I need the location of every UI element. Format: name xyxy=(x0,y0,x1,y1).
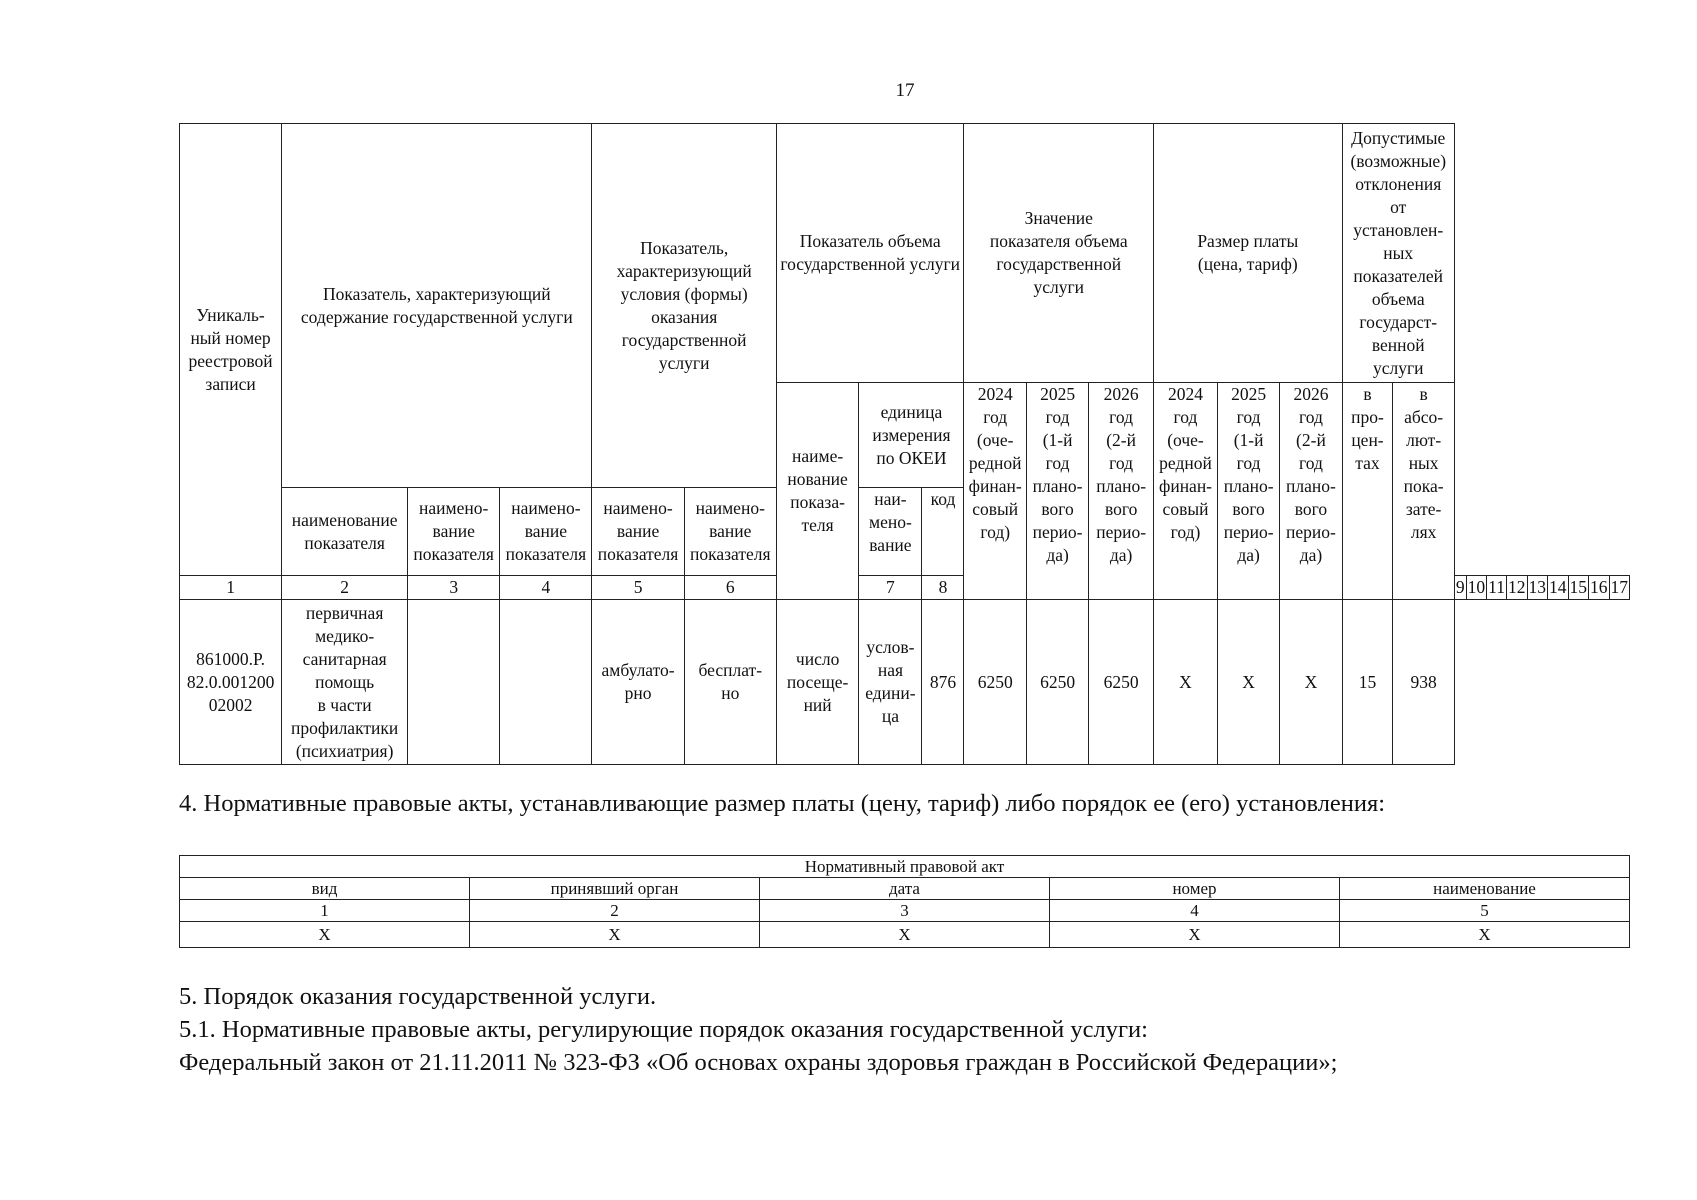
column-number: 11 xyxy=(1487,576,1507,600)
page-number: 17 xyxy=(895,80,915,101)
table-row xyxy=(180,600,1630,765)
header-indicator-name-6: наимено- вание показателя xyxy=(684,488,776,576)
normative-acts-table xyxy=(179,855,1630,948)
header-deviation-absolute: в абсо- лют- ных пока- зате- лях xyxy=(1393,383,1455,600)
cell-value-2025: 6250 xyxy=(1026,600,1088,765)
header-indicator-name-3: наимено- вание показателя xyxy=(408,488,500,576)
acts-table-title: Нормативный правовой акт xyxy=(180,856,1630,878)
cell-payment-type: бесплат- но xyxy=(684,600,776,765)
table-row xyxy=(180,922,1630,948)
state-service-volume-table xyxy=(179,123,1630,765)
acts-column-date: дата xyxy=(760,878,1050,900)
header-unique-number: Уникаль- ный номер реестровой записи xyxy=(180,124,282,576)
header-value-2024: 2024 год (оче- редной финан- совый год) xyxy=(964,383,1026,600)
cell-service-form: амбулато- рно xyxy=(592,600,684,765)
column-number: 4 xyxy=(500,576,592,600)
header-okei-unit: единица измерения по ОКЕИ xyxy=(859,383,964,488)
column-number: 14 xyxy=(1548,576,1569,600)
cell-content-indicator: первичная медико- санитарная помощь в части профилактики (психиатрия) xyxy=(282,600,408,765)
column-number: 7 xyxy=(859,576,922,600)
cell-fee-2025: Х xyxy=(1217,600,1279,765)
column-number: 2 xyxy=(282,576,408,600)
acts-column-number: номер xyxy=(1050,878,1340,900)
acts-cell: Х xyxy=(180,922,470,948)
acts-column-authority: принявший орган xyxy=(470,878,760,900)
acts-column-index: 3 xyxy=(760,900,1050,922)
header-indicator-name-4: наимено- вание показателя xyxy=(500,488,592,576)
column-number: 9 xyxy=(1454,576,1466,600)
column-number: 13 xyxy=(1527,576,1548,600)
cell-value-2024: 6250 xyxy=(964,600,1026,765)
acts-cell: Х xyxy=(760,922,1050,948)
header-value-2025: 2025 год (1-й год плано- вого перио- да) xyxy=(1026,383,1088,600)
header-fee-group: Размер платы (цена, тариф) xyxy=(1154,124,1343,383)
cell-deviation-absolute: 938 xyxy=(1393,600,1455,765)
header-volume-value-group: Значение показателя объема государственной услуги xyxy=(964,124,1154,383)
header-content-indicator-group: Показатель, характеризующий содержание государственной услуги xyxy=(282,124,592,488)
cell-unit-code: 876 xyxy=(922,600,964,765)
header-fee-2024: 2024 год (оче- редной финан- совый год) xyxy=(1154,383,1218,600)
acts-column-index: 4 xyxy=(1050,900,1340,922)
column-number: 17 xyxy=(1609,576,1630,600)
header-indicator-name-5: наимено- вание показателя xyxy=(592,488,684,576)
header-value-2026: 2026 год (2-й год плано- вого перио- да) xyxy=(1089,383,1154,600)
acts-column-index: 1 xyxy=(180,900,470,922)
cell-value-2026: 6250 xyxy=(1089,600,1154,765)
cell-empty-3 xyxy=(408,600,500,765)
header-volume-indicator-group: Показатель объема государственной услуги xyxy=(776,124,964,383)
acts-column-type: вид xyxy=(180,878,470,900)
column-number: 16 xyxy=(1589,576,1610,600)
header-conditions-indicator-group: Показатель, характеризующий условия (формы) оказания государственной услуги xyxy=(592,124,776,488)
column-number: 3 xyxy=(408,576,500,600)
acts-column-index: 5 xyxy=(1340,900,1630,922)
header-fee-2025: 2025 год (1-й год плано- вого перио- да) xyxy=(1217,383,1279,600)
column-number: 10 xyxy=(1466,576,1487,600)
acts-column-index: 2 xyxy=(470,900,760,922)
federal-law-line: Федеральный закон от 21.11.2011 № 323-ФЗ «Об основах охраны здоровья граждан в Российской Федерации»; xyxy=(179,1049,1338,1076)
header-volume-indicator-name: наиме- нование показа- теля xyxy=(776,383,859,600)
section-4-heading: 4. Нормативные правовые акты, устанавливающие размер платы (цену, тариф) либо порядок ее (его) установления: xyxy=(179,790,1386,817)
column-number: 1 xyxy=(180,576,282,600)
cell-empty-4 xyxy=(500,600,592,765)
acts-cell: Х xyxy=(470,922,760,948)
acts-cell: Х xyxy=(1340,922,1630,948)
cell-unit-name: услов- ная едини- ца xyxy=(859,600,922,765)
cell-volume-indicator: число посеще- ний xyxy=(776,600,859,765)
header-deviation-group: Допустимые (возможные) отклонения от установлен- ных показателей объема государст- венной услуги xyxy=(1342,124,1454,383)
cell-deviation-percent: 15 xyxy=(1342,600,1393,765)
column-number: 8 xyxy=(922,576,964,600)
section-5-1-heading: 5.1. Нормативные правовые акты, регулирующие порядок оказания государственной услуги: xyxy=(179,1016,1148,1043)
column-number: 6 xyxy=(684,576,776,600)
section-5-heading: 5. Порядок оказания государственной услуги. xyxy=(179,983,657,1010)
column-number: 12 xyxy=(1507,576,1528,600)
header-indicator-name-2: наименование показателя xyxy=(282,488,408,576)
header-okei-code: код xyxy=(922,488,964,576)
header-fee-2026: 2026 год (2-й год плано- вого перио- да) xyxy=(1280,383,1342,600)
acts-cell: Х xyxy=(1050,922,1340,948)
header-deviation-percent: в про- цен- тах xyxy=(1342,383,1393,600)
column-number: 5 xyxy=(592,576,684,600)
cell-fee-2026: Х xyxy=(1280,600,1342,765)
cell-registry-number: 861000.Р. 82.0.001200 02002 xyxy=(180,600,282,765)
column-number: 15 xyxy=(1568,576,1589,600)
cell-fee-2024: Х xyxy=(1154,600,1218,765)
acts-column-name: наименование xyxy=(1340,878,1630,900)
header-okei-name: наи- мено- вание xyxy=(859,488,922,576)
